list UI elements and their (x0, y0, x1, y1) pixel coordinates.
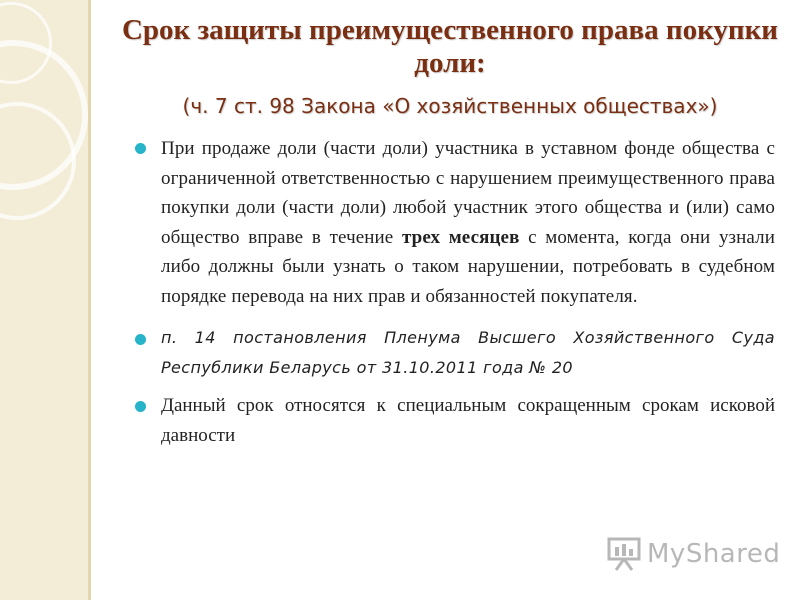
left-decorative-strip (0, 0, 88, 600)
bullet-text-bold: трех месяцев (402, 226, 520, 248)
bullet-text: При продаже доли (части доли) участника в уставном фонде общества с ограниченной ответственностью с нарушением преимущественного права покупки доли (части доли) любой участник этого общества и (или) само общество вправе в течение (161, 138, 775, 248)
bullet-text: п. 14 постановления Пленума Высшего Хозяйственного Суда Республики Беларусь от 31.10.2011 года № 20 (161, 328, 775, 377)
watermark-logo (606, 537, 780, 571)
slide-body (135, 134, 775, 450)
bullet-dot-icon (135, 143, 146, 154)
bullet-text: с момента, когда они узнали либо должны были узнать о таком нарушении, потребовать в судебном порядке перевода на них прав и обязанностей покупателя. (161, 226, 775, 307)
slide-title: Срок защиты преимущественного права покупки доли: (121, 14, 779, 80)
left-divider (88, 0, 91, 600)
bullet-dot-icon (135, 334, 146, 345)
bullet-item (135, 323, 775, 383)
slide-subtitle: (ч. 7 ст. 98 Закона «О хозяйственных обществах») (182, 94, 718, 118)
presentation-board-icon (606, 537, 642, 571)
bullet-item (135, 134, 775, 311)
bullet-dot-icon (135, 401, 146, 412)
bullet-text: Данный срок относятся к специальным сокращенным срокам исковой давности (161, 395, 775, 446)
watermark-text: MyShared (647, 539, 781, 569)
bullet-item (135, 391, 775, 450)
